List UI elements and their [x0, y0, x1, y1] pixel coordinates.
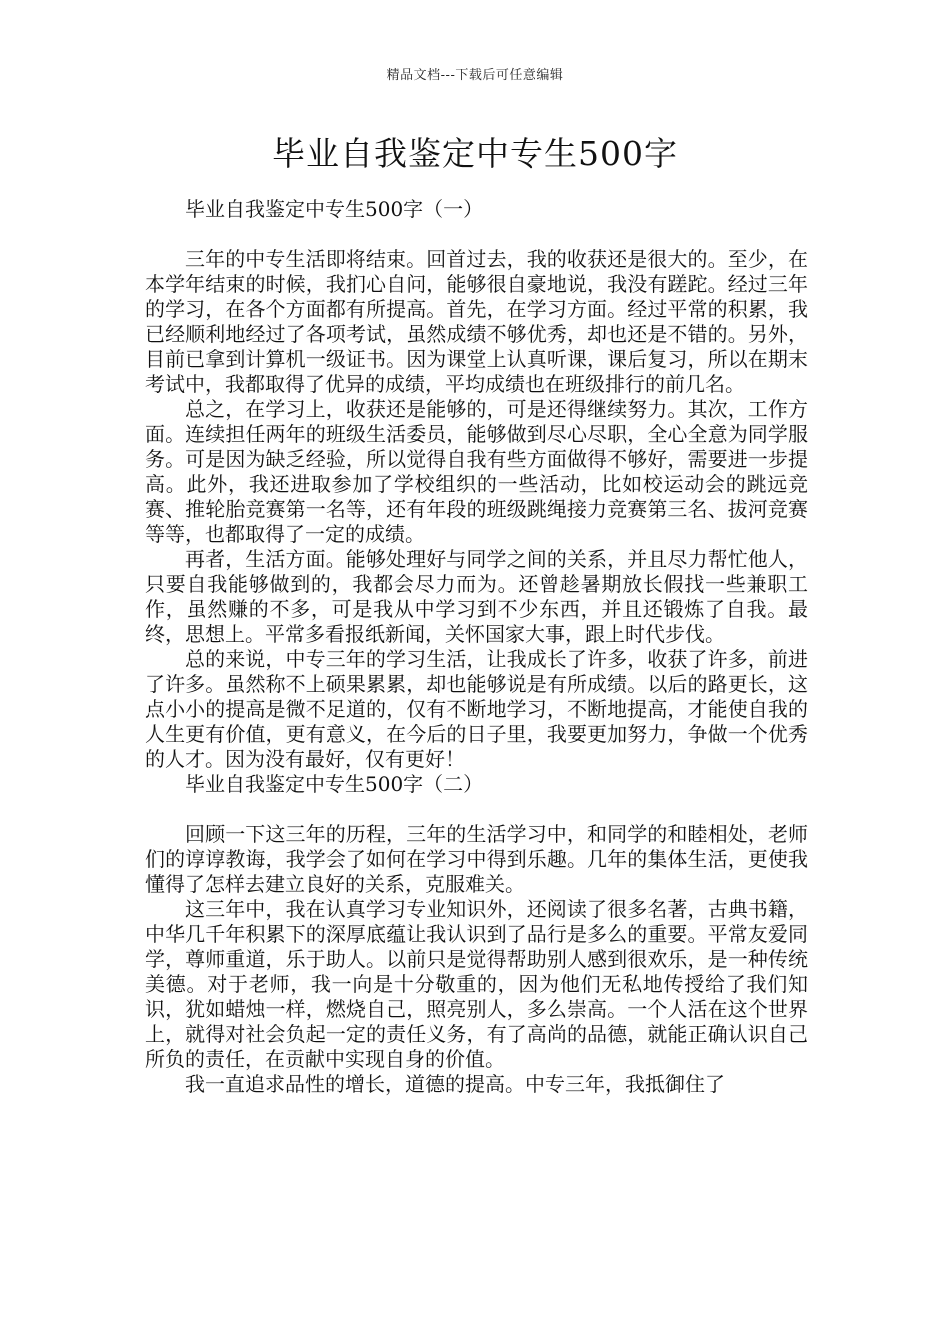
- page-header: 精品文档---下载后可任意编辑: [386, 68, 564, 83]
- section-heading: 毕业自我鉴定中专生500字（一）: [185, 197, 484, 221]
- paragraph: 总的来说，中专三年的学习生活，让我成长了许多，收获了许多，前进了许多。虽然称不上硕果累累，却也能够说是有所成绩。以后的路更长，这点小小的提高是微不足道的，仅有不断地学习，不断地提高，才能使自我的人生更有价值，更有意义，在今后的日子里，我要更加努力，争做一个优秀的人才。因为没有最好，仅有更好！: [145, 647, 808, 771]
- section-heading: 毕业自我鉴定中专生500字（二）: [185, 772, 484, 796]
- document-body: [145, 197, 808, 1097]
- paragraph: 再者，生活方面。能够处理好与同学之间的关系，并且尽力帮忙他人，只要自我能够做到的，我都会尽力而为。还曾趁暑期放长假找一些兼职工作，虽然赚的不多，可是我从中学习到不少东西，并且还锻炼了自我。最终，思想上。平常多看报纸新闻，关怀国家大事，跟上时代步伐。: [145, 547, 808, 646]
- document-title: 毕业自我鉴定中专生500字: [272, 134, 678, 173]
- paragraph: 回顾一下这三年的历程，三年的生活学习中，和同学的和睦相处，老师们的谆谆教诲，我学会了如何在学习中得到乐趣。几年的集体生活，更使我懂得了怎样去建立良好的关系，克服难关。: [145, 822, 808, 896]
- paragraph: 三年的中专生活即将结束。回首过去，我的收获还是很大的。至少，在本学年结束的时候，我扪心自问，能够很自豪地说，我没有蹉跎。经过三年的学习，在各个方面都有所提高。首先，在学习方面。经过平常的积累，我已经顺利地经过了各项考试，虽然成绩不够优秀，却也还是不错的。另外，目前已拿到计算机一级证书。因为课堂上认真听课，课后复习，所以在期末考试中，我都取得了优异的成绩，平均成绩也在班级排行的前几名。: [145, 247, 808, 396]
- paragraph: 我一直追求品性的增长，道德的提高。中专三年，我抵御住了: [185, 1072, 725, 1096]
- paragraph: 这三年中，我在认真学习专业知识外，还阅读了很多名著，古典书籍，中华几千年积累下的深厚底蕴让我认识到了品行是多么的重要。平常友爱同学，尊师重道，乐于助人。以前只是觉得帮助别人感到很欢乐，是一种传统美德。对于老师，我一向是十分敬重的，因为他们无私地传授给了我们知识，犹如蜡烛一样，燃烧自己，照亮别人，多么崇高。一个人活在这个世界上，就得对社会负起一定的责任义务，有了高尚的品德，就能正确认识自己所负的责任，在贡献中实现自身的价值。: [145, 897, 808, 1071]
- paragraph: 总之，在学习上，收获还是能够的，可是还得继续努力。其次，工作方面。连续担任两年的班级生活委员，能够做到尽心尽职，全心全意为同学服务。可是因为缺乏经验，所以觉得自我有些方面做得不够好，需要进一步提高。此外，我还进取参加了学校组织的一些活动，比如校运动会的跳远竞赛、推轮胎竞赛第一名等，还有年段的班级跳绳接力竞赛第三名、拔河竞赛等等，也都取得了一定的成绩。: [145, 397, 808, 546]
